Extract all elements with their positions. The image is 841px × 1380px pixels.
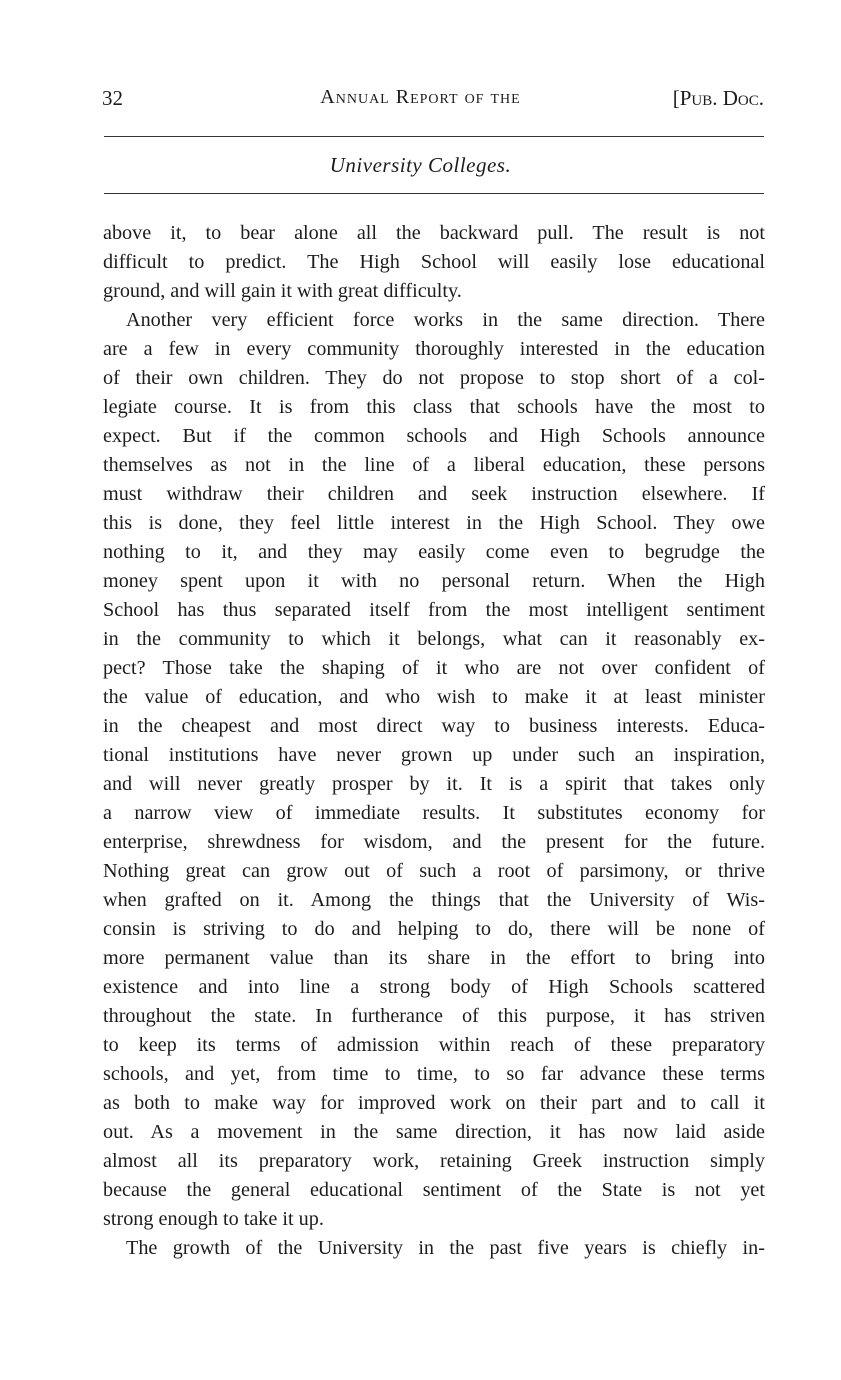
text-line: more permanent value than its share in the effort to bring into — [103, 947, 765, 969]
text-line: because the general educational sentiment of the State is not yet — [103, 1179, 765, 1201]
page-number: 32 — [102, 86, 123, 110]
text-line: a narrow view of immediate results. It substitutes economy for — [103, 802, 765, 824]
text-line: out. As a movement in the same direction, it has now laid aside — [103, 1121, 765, 1143]
header-rule-top — [104, 136, 764, 137]
text-line: The growth of the University in the past five years is chiefly in- — [126, 1237, 765, 1259]
text-line: this is done, they feel little interest in the High School. They owe — [103, 512, 765, 534]
text-line: expect. But if the common schools and High Schools announce — [103, 425, 765, 447]
text-line: the value of education, and who wish to make it at least minister — [103, 686, 765, 708]
text-line: to keep its terms of admission within reach of these preparatory — [103, 1034, 765, 1056]
text-line: schools, and yet, from time to time, to so far advance these terms — [103, 1063, 765, 1085]
text-line: almost all its preparatory work, retaining Greek instruction simply — [103, 1150, 765, 1172]
text-line: throughout the state. In furtherance of this purpose, it has striven — [103, 1005, 765, 1027]
running-title: Annual Report of the — [320, 86, 521, 108]
text-line: tional institutions have never grown up under such an inspiration, — [103, 744, 765, 766]
section-title: University Colleges. — [329, 153, 512, 177]
text-line: money spent upon it with no personal return. When the High — [103, 570, 765, 592]
text-line: Nothing great can grow out of such a root of parsimony, or thrive — [103, 860, 765, 882]
text-line: and will never greatly prosper by it. It is a spirit that takes only — [103, 773, 765, 795]
header-rule-bottom — [104, 193, 764, 194]
text-line: ground, and will gain it with great difficulty. — [103, 280, 462, 302]
text-line: difficult to predict. The High School will easily lose educational — [103, 251, 765, 273]
text-line: in the cheapest and most direct way to business interests. Educa- — [103, 715, 765, 737]
text-line: in the community to which it belongs, what can it reasonably ex- — [103, 628, 765, 650]
text-line: enterprise, shrewdness for wisdom, and the present for the future. — [103, 831, 765, 853]
text-line: consin is striving to do and helping to do, there will be none of — [103, 918, 765, 940]
text-line: nothing to it, and they may easily come even to begrudge the — [103, 541, 765, 563]
text-line: when grafted on it. Among the things that the University of Wis- — [103, 889, 765, 911]
text-line: strong enough to take it up. — [103, 1208, 324, 1230]
text-line: School has thus separated itself from the most intelligent sentiment — [103, 599, 765, 621]
body-text — [103, 219, 765, 1263]
text-line: are a few in every community thoroughly interested in the education — [103, 338, 765, 360]
text-line: pect? Those take the shaping of it who are not over confident of — [103, 657, 765, 679]
document-tag: [Pub. Doc. — [672, 86, 764, 110]
text-line: must withdraw their children and seek instruction elsewhere. If — [103, 483, 765, 505]
text-line: of their own children. They do not propose to stop short of a col- — [103, 367, 765, 389]
text-line: existence and into line a strong body of High Schools scattered — [103, 976, 765, 998]
text-line: as both to make way for improved work on their part and to call it — [103, 1092, 765, 1114]
text-line: above it, to bear alone all the backward pull. The result is not — [103, 222, 765, 244]
text-line: themselves as not in the line of a liberal education, these persons — [103, 454, 765, 476]
text-line: Another very efficient force works in the same direction. There — [126, 309, 765, 331]
text-line: legiate course. It is from this class that schools have the most to — [103, 396, 765, 418]
